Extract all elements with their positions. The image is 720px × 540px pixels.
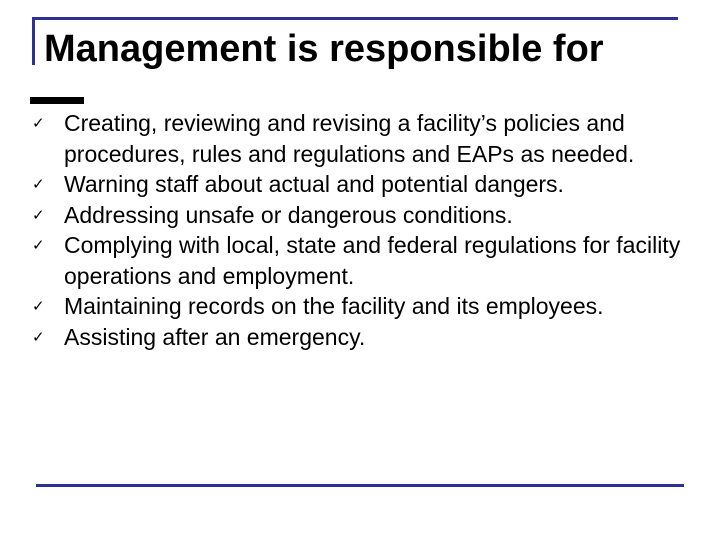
bullet-text: Complying with local, state and federal regulations for facility operations and employment. <box>64 232 681 289</box>
bullet-item <box>32 108 712 169</box>
check-icon: ✓ <box>32 175 45 193</box>
bullet-text: Addressing unsafe or dangerous conditions. <box>64 201 513 228</box>
bullet-item <box>32 291 712 322</box>
check-icon: ✓ <box>32 205 45 224</box>
frame-bottom-line <box>36 484 684 487</box>
check-icon: ✓ <box>32 236 45 254</box>
bullet-item <box>32 230 712 291</box>
bullet-list <box>32 108 712 352</box>
bullet-text: Maintaining records on the facility and its employees. <box>64 293 604 319</box>
check-icon: ✓ <box>32 114 45 132</box>
bullet-item <box>32 200 712 231</box>
bullet-item <box>32 322 712 353</box>
frame-left-line <box>32 17 35 65</box>
slide-title: Management is responsible for <box>44 28 604 70</box>
bullet-text: Assisting after an emergency. <box>64 323 366 350</box>
check-icon: ✓ <box>32 327 45 346</box>
title-underline-dash <box>30 97 84 104</box>
check-icon: ✓ <box>32 297 45 315</box>
bullet-text: Creating, reviewing and revising a facility’s policies and procedures, rules and regulations and EAPs as needed. <box>64 110 635 167</box>
bullet-item <box>32 169 712 200</box>
bullet-text: Warning staff about actual and potential dangers. <box>64 171 564 197</box>
frame-top-line <box>32 17 678 20</box>
